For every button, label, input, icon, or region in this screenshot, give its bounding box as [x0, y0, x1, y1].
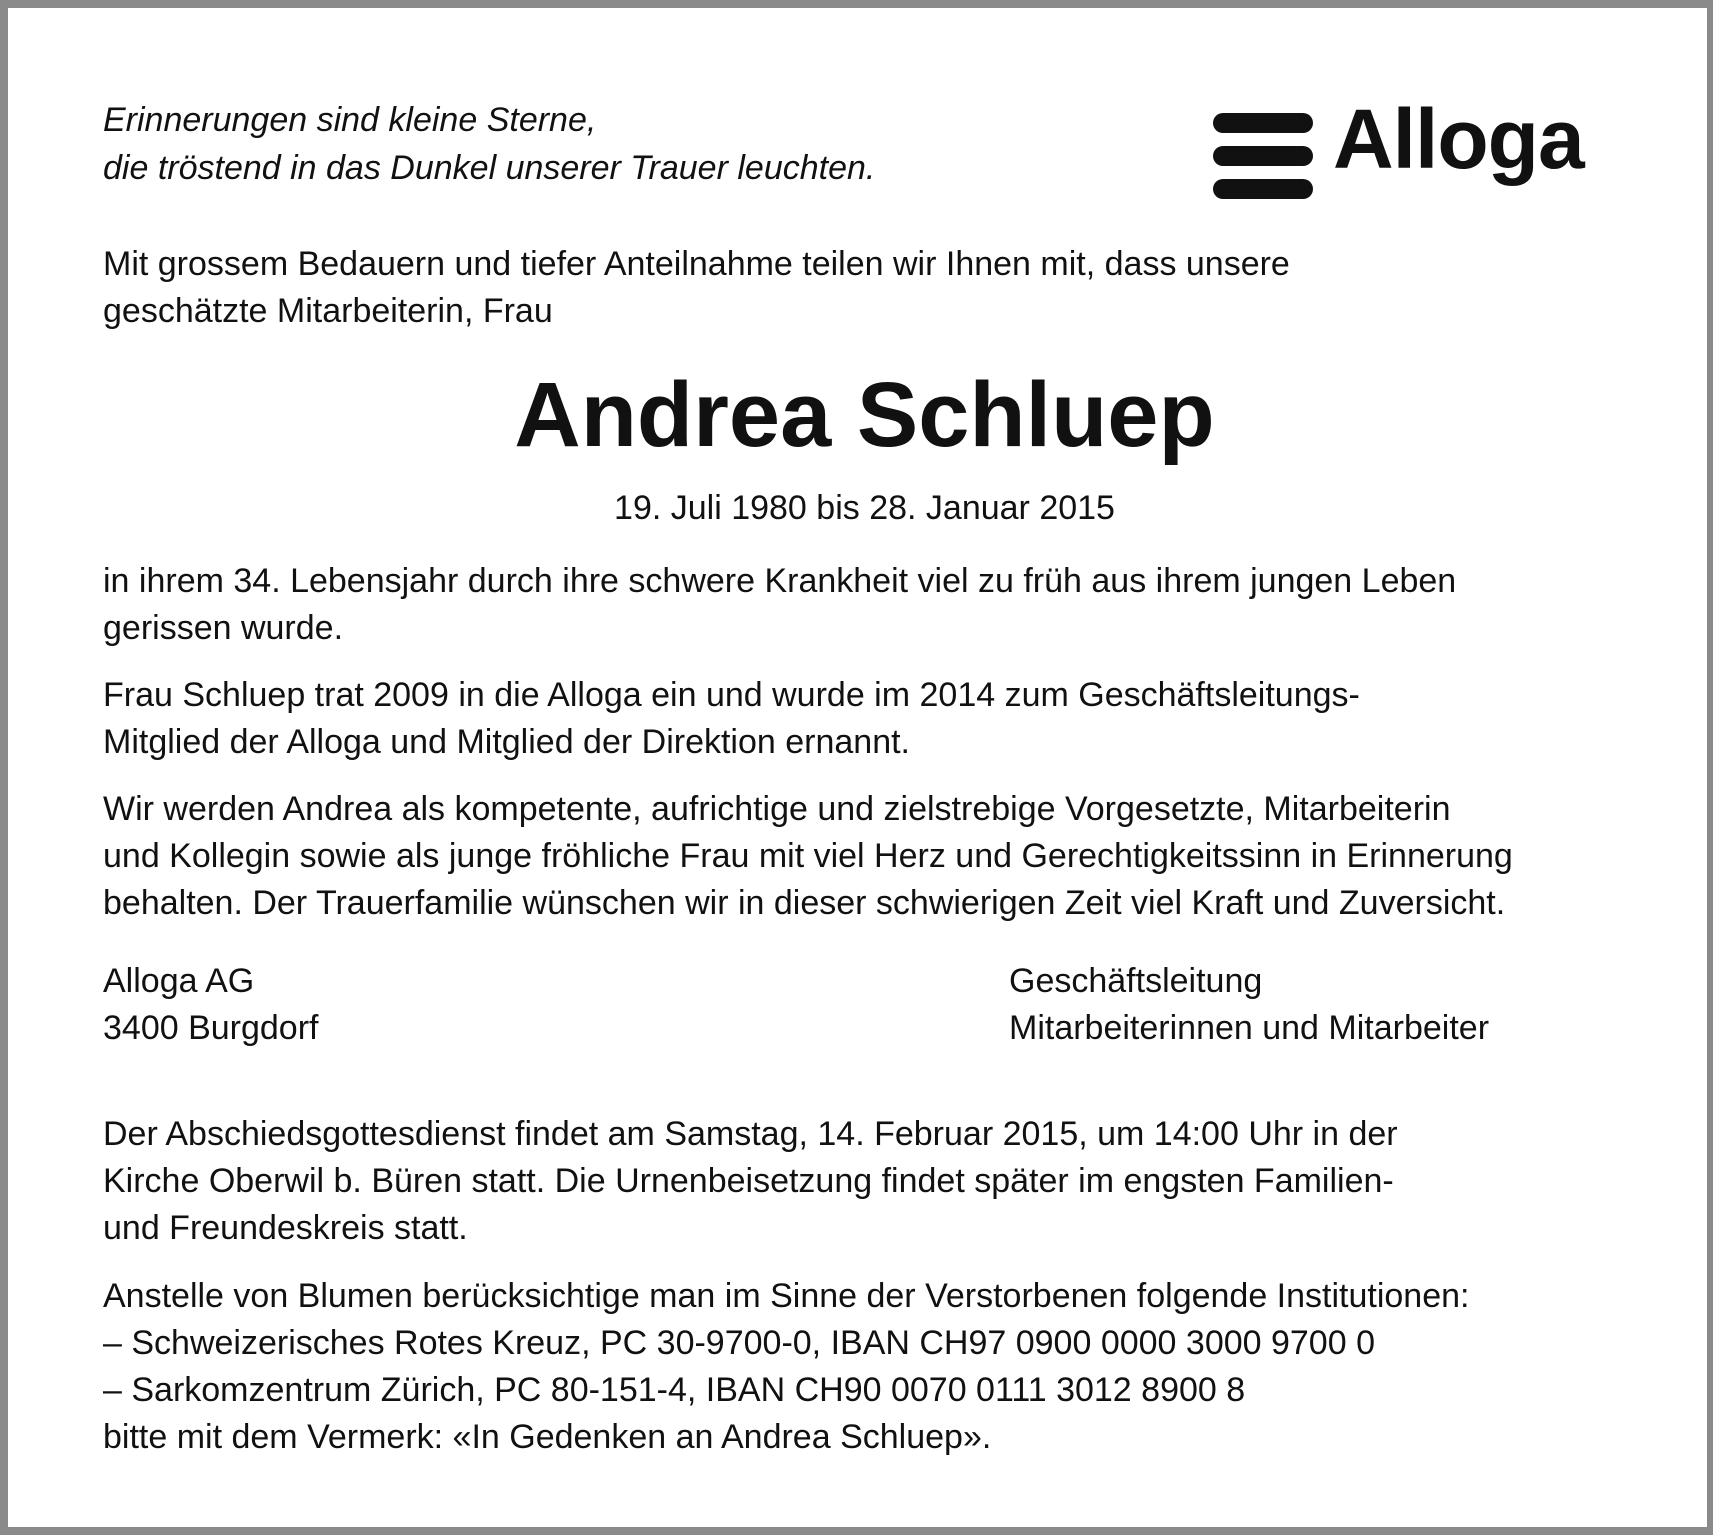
paragraph-line: und Kollegin sowie als junge fröhliche Frau mit viel Herz und Gerechtigkeitssinn in Erinnerung — [103, 837, 1513, 875]
paragraph-line: Frau Schluep trat 2009 in die Alloga ein und wurde im 2014 zum Geschäftsleitungs- — [103, 676, 1360, 714]
life-dates: 19. Juli 1980 bis 28. Januar 2015 — [614, 489, 1115, 527]
service-line: Kirche Oberwil b. Büren statt. Die Urnenbeisetzung findet später im engsten Familien- — [103, 1162, 1394, 1200]
signature-line: Geschäftsleitung — [1009, 962, 1263, 1000]
alloga-logo — [1213, 92, 1633, 208]
company-name: Alloga AG — [103, 962, 255, 1000]
memorial-quote — [103, 96, 875, 192]
paragraph-line: gerissen wurde. — [103, 609, 344, 647]
paragraph-line: in ihrem 34. Lebensjahr durch ihre schwere Krankheit viel zu früh aus ihrem jungen Leben — [103, 562, 1457, 600]
paragraph-line: Mitglied der Alloga und Mitglied der Direktion ernannt. — [103, 723, 911, 761]
donation-line: bitte mit dem Vermerk: «In Gedenken an Andrea Schluep». — [103, 1418, 992, 1456]
deceased-name: Andrea Schluep — [514, 364, 1215, 466]
donation-line: – Schweizerisches Rotes Kreuz, PC 30-9700-0, IBAN CH97 0900 0000 3000 9700 0 — [103, 1324, 1375, 1362]
logo-bar-icon — [1213, 179, 1313, 199]
signature-staff — [1009, 958, 1489, 1052]
funeral-service-info — [103, 1111, 1653, 1252]
quote-line: die tröstend in das Dunkel unserer Trauer leuchten. — [103, 149, 876, 187]
donation-line: – Sarkomzentrum Zürich, PC 80-151-4, IBAN CH90 0070 0111 3012 8900 8 — [103, 1371, 1246, 1409]
paragraph-line: Wir werden Andrea als kompetente, aufrichtige und zielstrebige Vorgesetzte, Mitarbeiterin — [103, 790, 1451, 828]
logo-bar-icon — [1213, 146, 1313, 166]
paragraph-passing — [103, 558, 1653, 652]
company-location: 3400 Burgdorf — [103, 1009, 319, 1047]
donation-line: Anstelle von Blumen berücksichtige man im Sinne der Verstorbenen folgende Institutionen: — [103, 1277, 1470, 1315]
paragraph-line: behalten. Der Trauerfamilie wünschen wir in dieser schwierigen Zeit viel Kraft und Zuversicht. — [103, 884, 1506, 922]
paragraph-remembrance — [103, 786, 1653, 927]
service-line: und Freundeskreis statt. — [103, 1209, 468, 1247]
logo-bar-icon — [1213, 113, 1313, 133]
signature-company — [103, 958, 319, 1052]
intro-line: geschätzte Mitarbeiterin, Frau — [103, 292, 553, 330]
paragraph-career — [103, 672, 1653, 766]
donation-info — [103, 1273, 1653, 1461]
logo-wordmark: Alloga — [1333, 92, 1584, 186]
intro-text — [103, 241, 1643, 335]
intro-line: Mit grossem Bedauern und tiefer Anteilnahme teilen wir Ihnen mit, dass unsere — [103, 245, 1290, 283]
service-line: Der Abschiedsgottesdienst findet am Samstag, 14. Februar 2015, um 14:00 Uhr in der — [103, 1115, 1398, 1153]
quote-line: Erinnerungen sind kleine Sterne, — [103, 101, 597, 139]
signature-line: Mitarbeiterinnen und Mitarbeiter — [1009, 1009, 1490, 1047]
